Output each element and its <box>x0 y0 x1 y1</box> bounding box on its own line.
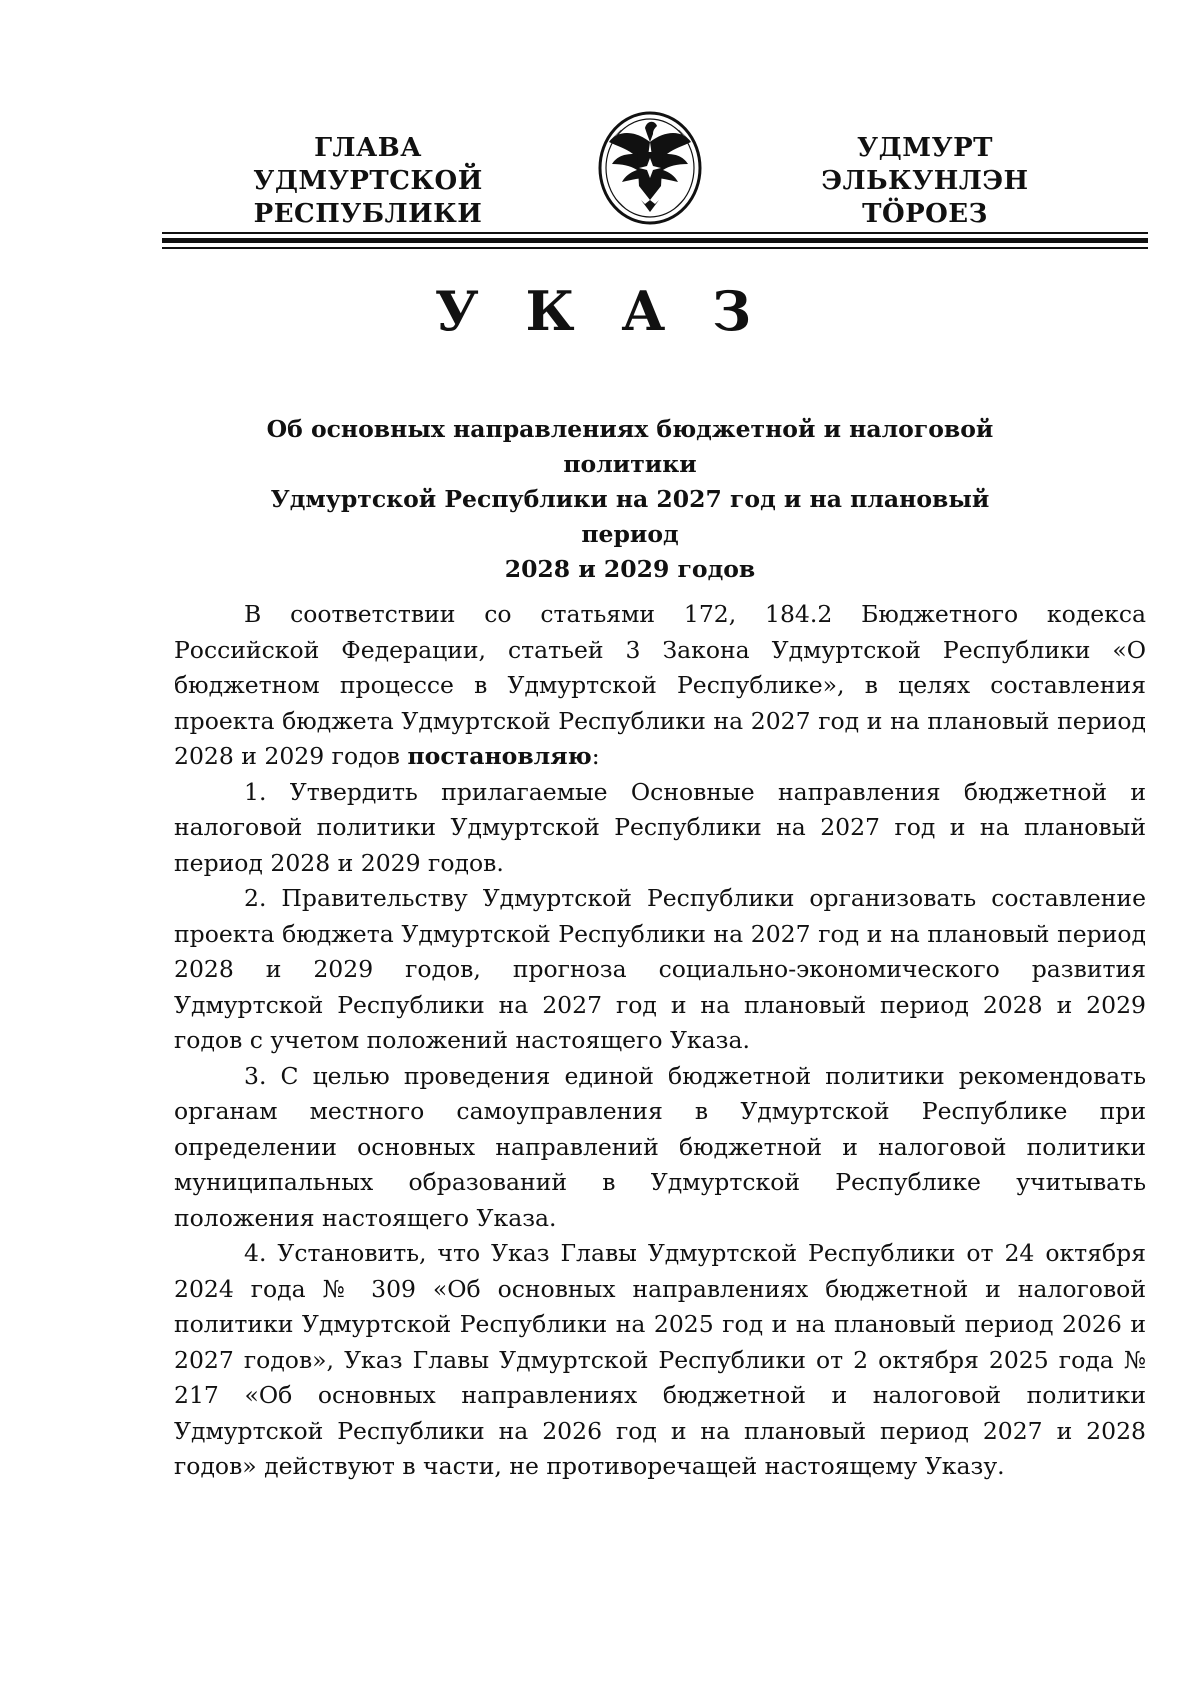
header-rule-thin <box>162 232 1148 234</box>
item-paragraph-2: 2. Правительству Удмуртской Республики организовать составление проекта бюджета Удмуртской Республики на 2027 год и на плановый период 2028 и 2029 годов, прогноза социально-экономического развития Удмуртской Республики на 2027 год и на плановый период 2028 и 2029 годов с учетом положений настоящего Указа. <box>174 884 1146 1054</box>
udmurt-coat-of-arms-icon <box>595 108 705 226</box>
header-right-line-2: ТӦРОЕЗ <box>862 199 988 229</box>
subtitle-line-3: 2028 и 2029 годов <box>504 555 756 583</box>
document-title: У К А З <box>434 279 766 343</box>
header-rule-thick <box>162 238 1148 243</box>
document-body <box>174 597 1146 1485</box>
header-left <box>150 132 586 231</box>
document-subtitle <box>230 412 1030 587</box>
item-paragraph-4: 4. Установить, что Указ Главы Удмуртской Республики от 24 октября 2024 года № 309 «Об основных направлениях бюджетной и налоговой политики Удмуртской Республики на 2025 год и на плановый период 2026 и 2027 годов», Указ Главы Удмуртской Республики от 2 октября 2025 года № 217 «Об основных направлениях бюджетной и налоговой политики Удмуртской Республики на 2026 год и на плановый период 2027 и 2028 годов» действуют в части, не противоречащей настоящему Указу. <box>174 1239 1146 1480</box>
preamble-text: В соответствии со статьями 172, 184.2 Бюджетного кодекса Российской Федерации, статьей 3 Закона Удмуртской Республики «О бюджетном процессе в Удмуртской Республике», в целях составления проекта бюджета Удмуртской Республики на 2027 год и на плановый период 2028 и 2029 годов <box>174 600 1146 770</box>
subtitle-line-2: Удмуртской Республики на 2027 год и на плановый период <box>270 485 990 548</box>
preamble-paragraph <box>174 597 1146 775</box>
header-left-line-1: ГЛАВА <box>314 133 422 163</box>
item-paragraph-1: 1. Утвердить прилагаемые Основные направления бюджетной и налоговой политики Удмуртской Республики на 2027 год и на плановый период 2028 и 2029 годов. <box>174 777 1146 877</box>
header-right <box>755 132 1095 231</box>
header-right-line-1: УДМУРТ ЭЛЬКУНЛЭН <box>821 133 1029 196</box>
resolve-word: постановляю <box>407 742 592 770</box>
header-rule-thin-2 <box>162 247 1148 249</box>
resolve-colon: : <box>591 742 600 770</box>
subtitle-line-1: Об основных направлениях бюджетной и налоговой политики <box>266 415 994 478</box>
item-paragraph-3: 3. С целью проведения единой бюджетной политики рекомендовать органам местного самоуправления в Удмуртской Республике при определении основных направлений бюджетной и налоговой политики муниципальных образований в Удмуртской Республике учитывать положения настоящего Указа. <box>174 1061 1146 1232</box>
header-left-line-2: УДМУРТСКОЙ РЕСПУБЛИКИ <box>253 166 483 229</box>
